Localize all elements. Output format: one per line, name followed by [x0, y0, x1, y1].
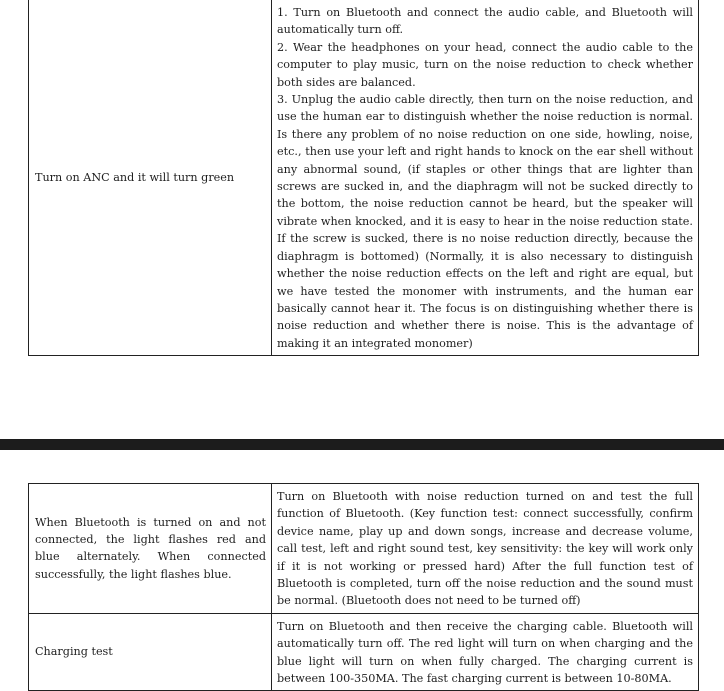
test-item-label: When Bluetooth is turned on and not connected, the light flashes red and blue alternately. When connected successfully, the light flashes blue. [35, 515, 266, 581]
bluetooth-test-table [28, 483, 699, 691]
test-item-cell [29, 613, 272, 691]
test-item-label: Charging test [35, 645, 113, 659]
procedure-step: 3. Unplug the audio cable directly, then turn on the noise reduction, and use the human ear to distinguish whether the noise reduction is normal. Is there any problem of no noise reduction on one side, howling, noise, etc., then use your left and right hands to knock on the ear shell without any abnormal sound, (if staples or other things that are lighter than screws are sucked in, and the diaphragm will not be sucked directly to the bottom, the noise reduction cannot be heard, but the speaker will vibrate when knocked, and it is easy to hear in the noise reduction state. If the screw is sucked, there is no noise reduction directly, because the diaphragm is bottomed) (Normally, it is also necessary to distinguish whether the noise reduction effects on the left and right are equal, but we have tested the monomer with instruments, and the human ear basically cannot hear it. The focus is on distinguishing whether there is noise reduction and whether there is noise. This is the advantage of making it an integrated monomer) [277, 93, 693, 350]
test-item-label: Turn on ANC and it will turn green [35, 170, 235, 184]
test-procedure-cell [272, 484, 699, 614]
test-procedure-cell [272, 0, 699, 356]
procedure-step: 1. Turn on Bluetooth and connect the audio cable, and Bluetooth will automatically turn off. [277, 6, 693, 37]
test-item-cell [29, 484, 272, 614]
page-divider [0, 439, 724, 450]
procedure-text: Turn on Bluetooth with noise reduction turned on and test the full function of Bluetooth. (Key function test: connect successfully, confirm device name, play up and down songs, increase and decrease volume, call test, left and right sound test, key sensitivity: the key will work only if it is not working or pressed hard) After the full function test of Bluetooth is completed, turn off the noise reduction and the sound must be normal. (Bluetooth does not need to be turned off) [277, 490, 693, 608]
table-row [29, 613, 699, 691]
procedure-text: Turn on Bluetooth and then receive the charging cable. Bluetooth will automatically turn off. The red light will turn on when charging and the blue light will turn on when fully charged. The charging current is between 100-350MA. The fast charging current is between 10-80MA. [277, 619, 693, 686]
anc-test-table [28, 0, 699, 356]
procedure-step: 2. Wear the headphones on your head, connect the audio cable to the computer to play music, turn on the noise reduction to check whether both sides are balanced. [277, 40, 693, 89]
test-item-cell [29, 0, 272, 356]
test-procedure-cell [272, 613, 699, 691]
table-row [29, 484, 699, 614]
table-row [29, 0, 699, 356]
